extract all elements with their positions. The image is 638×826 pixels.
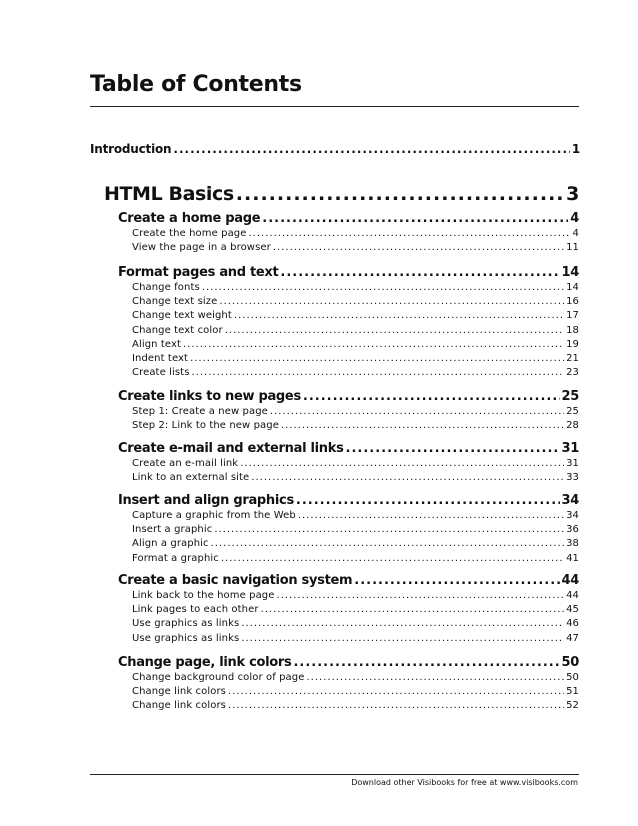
toc-sub-entry[interactable]	[132, 604, 579, 615]
dot-leader	[293, 655, 559, 670]
toc-page-number: 4	[570, 211, 579, 226]
toc-sub-entry[interactable]	[132, 228, 579, 239]
dot-leader	[241, 618, 564, 629]
toc-label: Create the home page	[132, 228, 247, 239]
toc-label: Change text size	[132, 296, 218, 307]
toc-page-number: 23	[566, 367, 579, 378]
toc-label: Introduction	[90, 142, 172, 156]
toc-label: Create an e-mail link	[132, 458, 239, 469]
toc-page-number: 41	[566, 553, 579, 564]
toc-label: Change text weight	[132, 310, 232, 321]
toc-page-number: 14	[561, 265, 579, 280]
toc-page-number: 1	[571, 142, 580, 156]
toc-label: Change background color of page	[132, 672, 305, 683]
toc-page-number: 44	[561, 573, 579, 588]
toc-page-number: 34	[561, 493, 579, 508]
toc-sub-entry[interactable]	[132, 590, 579, 601]
dot-leader	[307, 672, 565, 683]
toc-label: Change link colors	[132, 686, 226, 697]
dot-leader	[303, 389, 560, 404]
toc-label: Create links to new pages	[118, 389, 301, 404]
toc-sub-entry[interactable]	[132, 353, 579, 364]
toc-page-number: 38	[566, 538, 579, 549]
toc-page-number: 31	[561, 441, 579, 456]
toc-page-number: 45	[566, 604, 579, 615]
toc-chapter-entry[interactable]	[118, 389, 579, 404]
toc-sub-entry[interactable]	[132, 686, 579, 697]
toc-sub-entry[interactable]	[132, 296, 579, 307]
toc-label: View the page in a browser	[132, 242, 271, 253]
toc-part-heading[interactable]	[104, 183, 579, 205]
dot-leader	[281, 420, 564, 431]
dot-leader	[202, 282, 564, 293]
dot-leader	[346, 441, 560, 456]
toc-page-number: 11	[566, 242, 579, 253]
toc-page-number: 44	[566, 590, 579, 601]
toc-label: Create lists	[132, 367, 190, 378]
dot-leader	[221, 553, 564, 564]
toc-chapter-entry[interactable]	[118, 493, 579, 508]
toc-page-number: 52	[566, 700, 579, 711]
toc-label: Link pages to each other	[132, 604, 259, 615]
toc-chapter-entry[interactable]	[118, 441, 579, 456]
toc-page-number: 4	[572, 228, 579, 239]
dot-leader	[270, 406, 564, 417]
toc-sub-entry[interactable]	[132, 700, 579, 711]
toc-sub-entry[interactable]	[132, 339, 579, 350]
toc-page-number: 34	[566, 510, 579, 521]
dot-leader	[354, 573, 559, 588]
toc-label: Create e-mail and external links	[118, 441, 344, 456]
toc-label: HTML Basics	[104, 183, 234, 205]
toc-sub-entry[interactable]	[132, 618, 579, 629]
toc-sub-entry[interactable]	[132, 420, 579, 431]
page-title: Table of Contents	[90, 72, 302, 97]
title-divider	[90, 106, 579, 107]
toc-label: Change fonts	[132, 282, 200, 293]
toc-label: Link to an external site	[132, 472, 250, 483]
footer-text: Download other Visibooks for free at www.visibooks.com	[351, 778, 578, 787]
toc-sub-entry[interactable]	[132, 538, 579, 549]
toc-page-number: 3	[566, 183, 579, 205]
toc-page-number: 14	[566, 282, 579, 293]
toc-sub-entry[interactable]	[132, 406, 579, 417]
toc-label: Change page, link colors	[118, 655, 292, 670]
dot-leader	[192, 367, 565, 378]
toc-sub-entry[interactable]	[132, 325, 579, 336]
toc-label: Align a graphic	[132, 538, 209, 549]
dot-leader	[228, 686, 564, 697]
dot-leader	[298, 510, 564, 521]
dot-leader	[219, 296, 564, 307]
dot-leader	[214, 524, 564, 535]
toc-page-number: 28	[566, 420, 579, 431]
toc-sub-entry[interactable]	[132, 633, 579, 644]
toc-sub-entry[interactable]	[132, 510, 579, 521]
toc-sub-entry[interactable]	[132, 242, 579, 253]
toc-label: Create a home page	[118, 211, 261, 226]
footer-divider	[90, 774, 579, 775]
toc-page-number: 19	[566, 339, 579, 350]
toc-label: Change text color	[132, 325, 223, 336]
toc-sub-entry[interactable]	[132, 672, 579, 683]
toc-sub-entry[interactable]	[132, 367, 579, 378]
toc-page-number: 36	[566, 524, 579, 535]
toc-page-number: 33	[566, 472, 579, 483]
dot-leader	[261, 604, 564, 615]
toc-label: Change link colors	[132, 700, 226, 711]
toc-page-number: 25	[566, 406, 579, 417]
dot-leader	[236, 183, 564, 205]
toc-label: Use graphics as links	[132, 618, 240, 629]
dot-leader	[273, 242, 564, 253]
toc-label: Step 2: Link to the new page	[132, 420, 279, 431]
toc-page-number: 31	[566, 458, 579, 469]
toc-page-number: 46	[566, 618, 579, 629]
dot-leader	[211, 538, 564, 549]
toc-sub-entry[interactable]	[132, 553, 579, 564]
toc-page-number: 47	[566, 633, 579, 644]
dot-leader	[228, 700, 564, 711]
toc-label: Align text	[132, 339, 181, 350]
toc-label: Format a graphic	[132, 553, 219, 564]
dot-leader	[240, 458, 564, 469]
toc-label: Capture a graphic from the Web	[132, 510, 296, 521]
toc-chapter-entry[interactable]	[118, 265, 579, 280]
toc-label: Indent text	[132, 353, 189, 364]
toc-sub-entry[interactable]	[132, 524, 579, 535]
toc-page-number: 25	[561, 389, 579, 404]
toc-page-number: 17	[566, 310, 579, 321]
toc-label: Insert and align graphics	[118, 493, 294, 508]
toc-page-number: 50	[566, 672, 579, 683]
toc-page-number: 18	[566, 325, 579, 336]
dot-leader	[190, 353, 564, 364]
toc-label: Format pages and text	[118, 265, 279, 280]
dot-leader	[262, 211, 568, 226]
toc-sub-entry[interactable]	[132, 458, 579, 469]
dot-leader	[277, 590, 565, 601]
dot-leader	[241, 633, 564, 644]
dot-leader	[296, 493, 560, 508]
dot-leader	[249, 228, 571, 239]
toc-label: Create a basic navigation system	[118, 573, 353, 588]
toc-chapter-entry[interactable]	[118, 655, 579, 670]
dot-leader	[225, 325, 564, 336]
toc-page-number: 16	[566, 296, 579, 307]
toc-page-number: 21	[566, 353, 579, 364]
toc-page-number: 51	[566, 686, 579, 697]
dot-leader	[251, 472, 564, 483]
toc-entry-introduction[interactable]	[90, 142, 580, 156]
toc-sub-entry[interactable]	[132, 310, 579, 321]
dot-leader	[183, 339, 564, 350]
toc-label: Step 1: Create a new page	[132, 406, 268, 417]
dot-leader	[234, 310, 564, 321]
toc-sub-entry[interactable]	[132, 282, 579, 293]
dot-leader	[280, 265, 559, 280]
toc-chapter-entry[interactable]	[118, 211, 579, 226]
toc-label: Use graphics as links	[132, 633, 240, 644]
toc-label: Link back to the home page	[132, 590, 275, 601]
dot-leader	[173, 142, 569, 156]
toc-chapter-entry[interactable]	[118, 573, 579, 588]
toc-sub-entry[interactable]	[132, 472, 579, 483]
toc-page-number: 50	[561, 655, 579, 670]
toc-label: Insert a graphic	[132, 524, 213, 535]
